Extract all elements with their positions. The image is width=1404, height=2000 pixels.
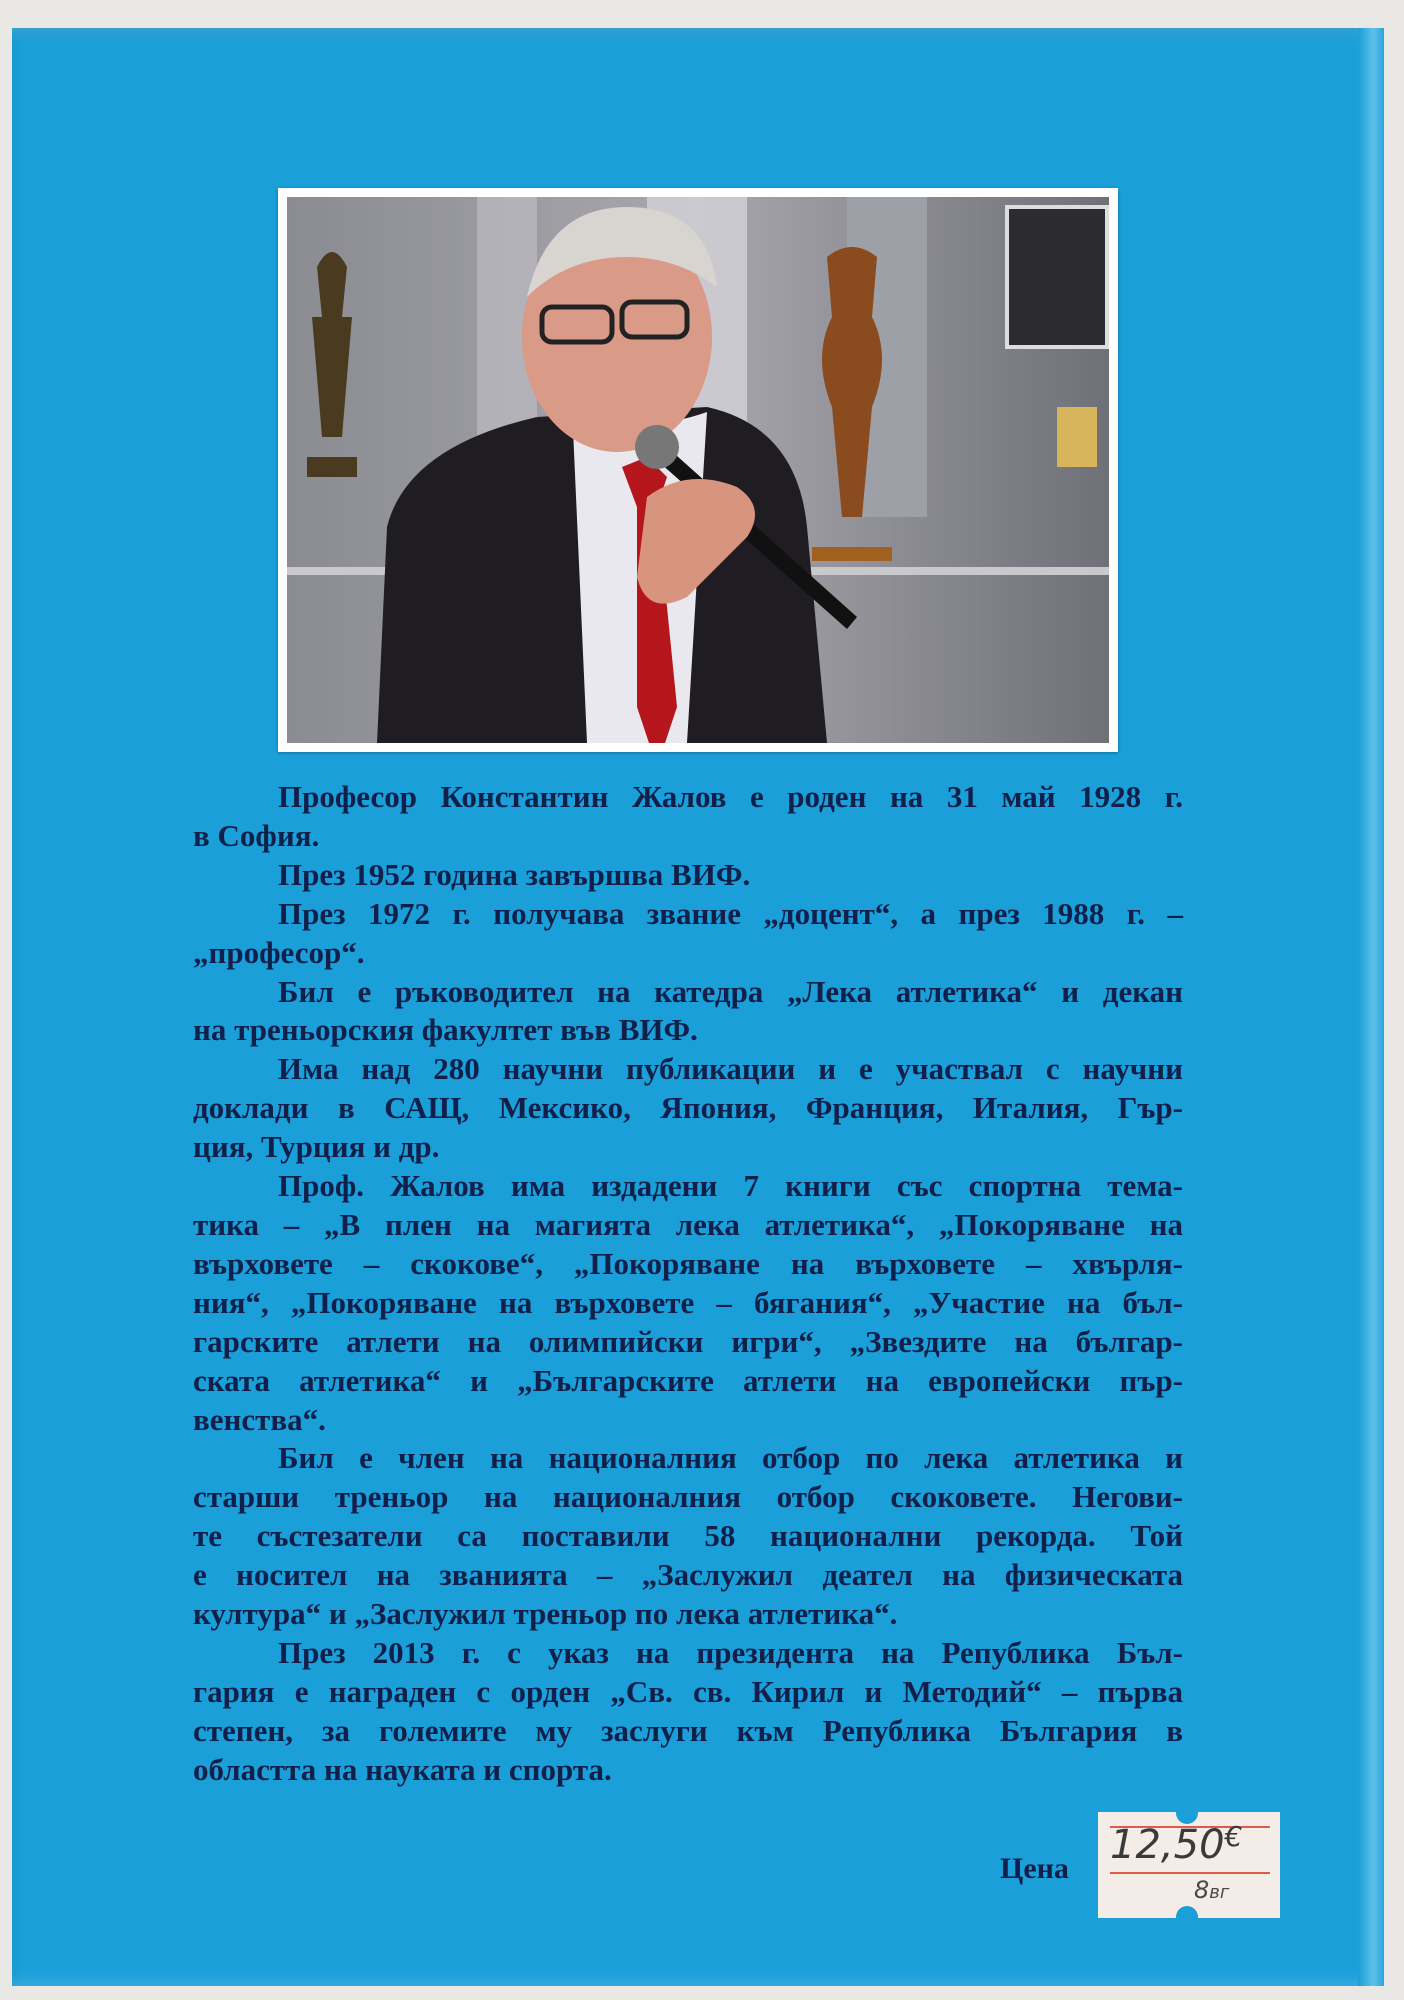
price-tag — [1098, 1812, 1280, 1918]
text-line: Бил е член на националния отбор по лека атлетика и — [278, 1440, 1183, 1476]
text-line: гария е награден с орден „Св. св. Кирил и Методий“ – първа — [193, 1673, 1183, 1709]
text-line: гарските атлети на олимпийски игри“, „Звездите на българ- — [193, 1323, 1183, 1359]
text-line: върховете – скокове“, „Покоряване на върховете – хвърля- — [193, 1245, 1183, 1281]
text-line: ската атлетика“ и „Българските атлети на европейски пър- — [193, 1362, 1183, 1398]
text-line: е носител на званията – „Заслужил деател на физическата — [193, 1557, 1183, 1593]
old-price-currency: вг — [1209, 1882, 1230, 1903]
text-line: те състезатели са поставили 58 национални рекорда. Той — [193, 1518, 1183, 1554]
price-label: Цена — [1000, 1852, 1069, 1885]
price-value — [1110, 1822, 1242, 1868]
text-line: степен, за големите му заслуги към Република България в — [193, 1712, 1183, 1748]
author-photo — [278, 188, 1118, 752]
tag-line — [1110, 1872, 1270, 1874]
author-photo-image — [287, 197, 1109, 743]
old-price — [1194, 1876, 1229, 1904]
old-price-number: 8 — [1194, 1876, 1210, 1904]
text-line: ния“, „Покоряване на върховете – бягания“, „Участие на бъл- — [193, 1284, 1183, 1320]
text-line: култура“ и „Заслужил треньор по лека атлетика“. — [193, 1596, 898, 1632]
text-line: тика – „В плен на магията лека атлетика“, „Покоряване на — [193, 1206, 1183, 1242]
text-line: ция, Турция и др. — [193, 1129, 440, 1165]
text-line: венства“. — [193, 1401, 326, 1437]
text-line: През 2013 г. с указ на президента на Република Бъл- — [278, 1634, 1183, 1670]
text-line: доклади в САЩ, Мексико, Япония, Франция, Италия, Гър- — [193, 1090, 1183, 1126]
text-line: на треньорския факултет във ВИФ. — [193, 1012, 698, 1048]
cover-edge — [1358, 28, 1384, 1986]
text-line: в София. — [193, 817, 320, 853]
text-line: Проф. Жалов има издадени 7 книги със спортна тема- — [278, 1168, 1183, 1204]
biography-text — [193, 778, 1183, 1790]
text-line: Бил е ръководител на катедра „Лека атлетика“ и декан — [278, 973, 1183, 1009]
text-line: „професор“. — [193, 934, 365, 970]
price-currency: € — [1224, 1820, 1243, 1853]
text-line: областта на науката и спорта. — [193, 1751, 612, 1787]
tag-notch — [1176, 1906, 1198, 1918]
price-number: 12,50 — [1110, 1822, 1225, 1868]
text-line: Има над 280 научни публикации и е участвал с научни — [278, 1051, 1183, 1087]
text-line: старши треньор на националния отбор скоковете. Негови- — [193, 1479, 1183, 1515]
text-line: Професор Константин Жалов е роден на 31 май 1928 г. — [278, 779, 1183, 814]
text-line: През 1952 година завършва ВИФ. — [278, 856, 751, 892]
text-line: През 1972 г. получава звание „доцент“, а през 1988 г. – — [278, 895, 1183, 931]
